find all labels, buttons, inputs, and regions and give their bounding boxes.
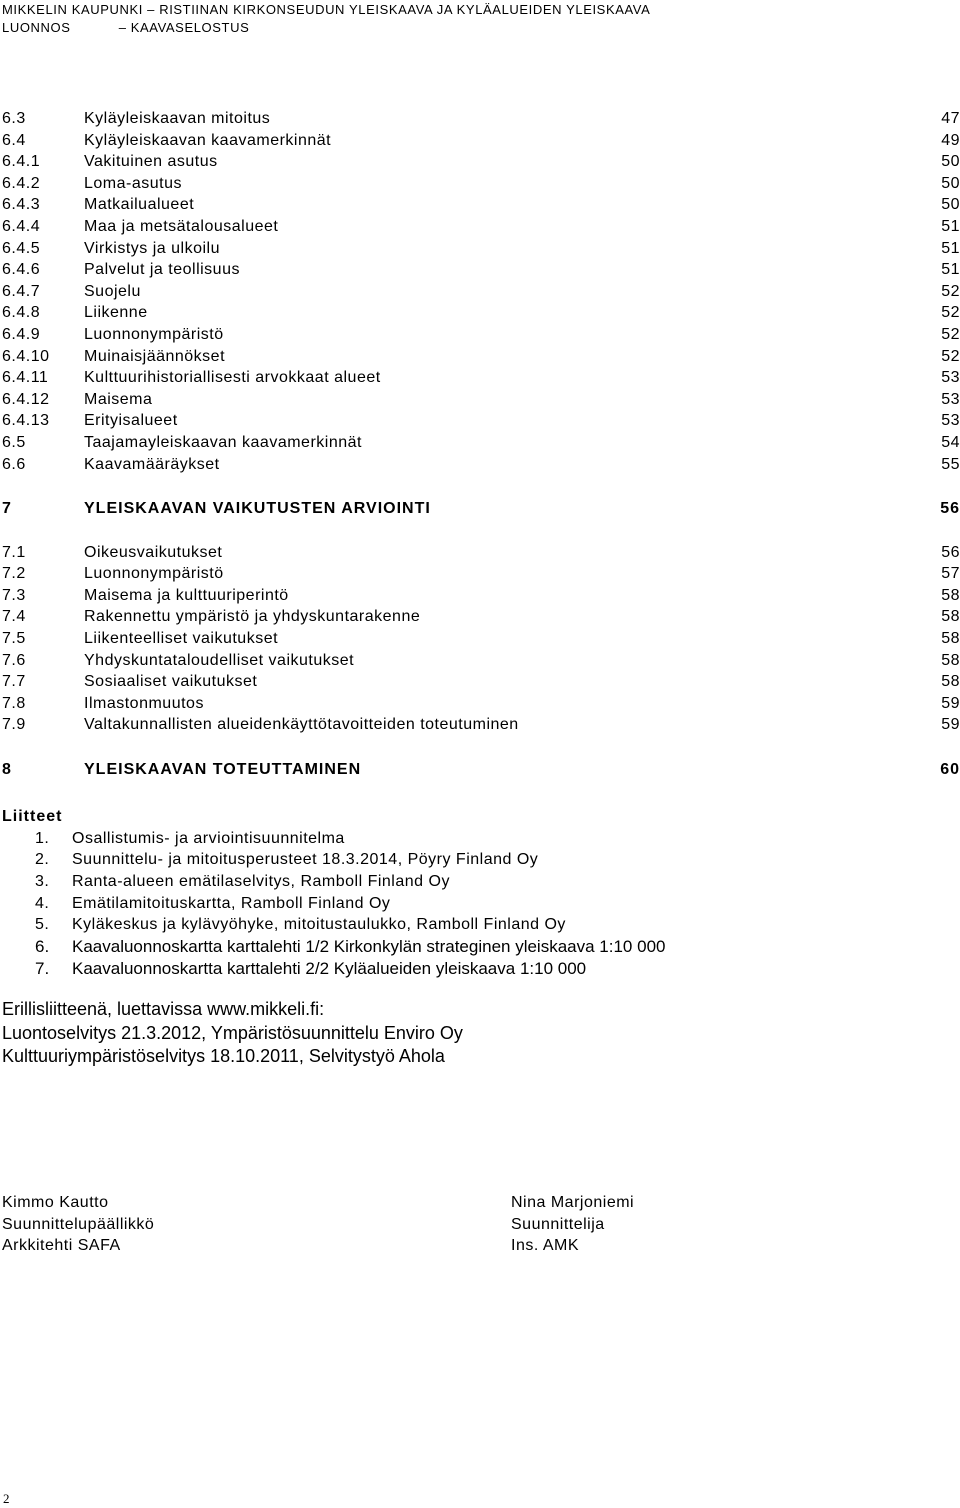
toc-entry-page: 58 (941, 608, 960, 626)
toc-entry-title: Maisema ja kulttuuriperintö (84, 586, 289, 604)
attachment-item (2, 936, 666, 958)
toc-entry-number: 6.4.3 (2, 196, 41, 214)
attachment-title: Kyläkeskus ja kylävyöhyke, mitoitustaulukko, Ramboll Finland Oy (72, 916, 566, 934)
toc-entry-number: 6.4.13 (2, 412, 50, 430)
toc-entry[interactable] (0, 173, 960, 195)
toc-entry[interactable] (0, 714, 960, 736)
toc-entry-number: 6.6 (2, 455, 26, 473)
toc-entry[interactable] (0, 585, 960, 607)
toc-entry-page: 57 (941, 565, 960, 583)
toc-chapter-7[interactable] (0, 498, 960, 520)
toc-entry[interactable] (0, 671, 960, 693)
toc-entry-page: 59 (941, 694, 960, 712)
signature-name: Nina Marjoniemi (511, 1194, 635, 1211)
separate-attachment-item: Luontoselvitys 21.3.2012, Ympäristösuunnittelu Enviro Oy (2, 1022, 463, 1043)
toc-entry-number: 6.4.10 (2, 347, 50, 365)
toc-entry-page: 52 (941, 325, 960, 343)
toc-entry-page: 51 (941, 239, 960, 257)
separate-attachment-item: Kulttuuriympäristöselvitys 18.10.2011, Selvitystyö Ahola (2, 1046, 445, 1066)
toc-entry-title: Yhdyskuntataloudelliset vaikutukset (84, 651, 355, 669)
toc-entry[interactable] (0, 563, 960, 585)
toc-entry-title: Taajamayleiskaavan kaavamerkinnät (84, 433, 362, 451)
toc-entry-number: 6.4.6 (2, 261, 41, 279)
toc-entry-title: Liikenne (84, 304, 148, 322)
toc-entry[interactable] (0, 606, 960, 628)
toc-chapter-title: YLEISKAAVAN VAIKUTUSTEN ARVIOINTI (84, 500, 431, 518)
toc-entry-number: 7.7 (2, 673, 26, 691)
toc-entry-page: 50 (941, 174, 960, 192)
attachment-item (2, 849, 539, 871)
toc-entry-title: Liikenteelliset vaikutukset (84, 630, 279, 648)
attachment-number: 7. (35, 959, 50, 979)
toc-entry[interactable] (0, 542, 960, 564)
toc-entry-number: 6.4 (2, 131, 26, 149)
header-status: LUONNOS (2, 20, 71, 35)
toc-entry-number: 6.4.1 (2, 153, 41, 171)
toc-chapter-number: 8 (2, 761, 12, 779)
toc-entry-page: 53 (941, 369, 960, 387)
toc-chapter-page: 60 (940, 761, 960, 779)
toc-entry[interactable] (0, 410, 960, 432)
toc-entry-title: Maa ja metsätalousalueet (84, 217, 279, 235)
toc-entry-page: 58 (941, 630, 960, 648)
toc-entry[interactable] (0, 367, 960, 389)
attachment-number: 2. (35, 851, 50, 869)
attachment-item (2, 871, 450, 893)
toc-entry-number: 6.5 (2, 433, 26, 451)
toc-entry-title: Luonnonympäristö (84, 565, 224, 583)
toc-entry-page: 53 (941, 390, 960, 408)
toc-entry-title: Sosiaaliset vaikutukset (84, 673, 258, 691)
separate-attachments-intro: Erillisliitteenä, luettavissa www.mikkeli.fi: (2, 999, 325, 1019)
signature-name: Kimmo Kautto (2, 1194, 109, 1211)
toc-entry-number: 7.9 (2, 716, 26, 734)
toc-entry-number: 6.4.4 (2, 217, 41, 235)
attachment-number: 1. (35, 829, 50, 847)
toc-entry[interactable] (0, 151, 960, 173)
toc-entry-title: Matkailualueet (84, 196, 195, 214)
toc-entry-title: Valtakunnallisten alueidenkäyttötavoitteiden toteutuminen (84, 716, 519, 734)
toc-entry-number: 7.2 (2, 565, 26, 583)
toc-entry[interactable] (0, 650, 960, 672)
toc-entry-page: 52 (941, 282, 960, 300)
toc-entry-number: 6.3 (2, 110, 26, 127)
toc-entry-title: Kyläyleiskaavan mitoitus (84, 110, 271, 127)
toc-chapter-page: 56 (940, 500, 960, 518)
toc-section-6 (0, 108, 960, 475)
toc-chapter-number: 7 (2, 500, 12, 518)
toc-entry-number: 6.4.8 (2, 304, 41, 322)
toc-entry-number: 7.8 (2, 694, 26, 712)
toc-entry-page: 52 (941, 347, 960, 365)
separate-attachments (2, 998, 463, 1069)
toc-entry[interactable] (0, 432, 960, 454)
toc-entry-number: 7.4 (2, 608, 26, 626)
toc-entry-page: 54 (941, 433, 960, 451)
header-doc-type: – KAAVASELOSTUS (118, 20, 250, 35)
toc-entry-page: 47 (941, 110, 960, 127)
toc-entry[interactable] (0, 130, 960, 152)
toc-entry[interactable] (0, 324, 960, 346)
signature-left (2, 1192, 154, 1257)
header-line-2 (2, 19, 650, 37)
toc-entry-title: Virkistys ja ulkoilu (84, 239, 220, 257)
toc-entry-number: 7.6 (2, 651, 26, 669)
toc-entry-title: Kaavamääräykset (84, 455, 220, 473)
toc-entry-page: 49 (941, 131, 960, 149)
signature-title: Arkkitehti SAFA (2, 1237, 121, 1254)
toc-entry-title: Suojelu (84, 282, 141, 300)
toc-entry-title: Oikeusvaikutukset (84, 543, 223, 561)
toc-entry-page: 51 (941, 217, 960, 235)
toc-entry-title: Kyläyleiskaavan kaavamerkinnät (84, 131, 332, 149)
toc-entry-number: 6.4.11 (2, 369, 49, 387)
toc-entry[interactable] (0, 389, 960, 411)
toc-entry-number: 7.3 (2, 586, 26, 604)
toc-entry-title: Erityisalueet (84, 412, 178, 430)
signature-role: Suunnittelija (511, 1215, 605, 1233)
document-header (2, 1, 650, 37)
attachment-item (2, 828, 345, 850)
toc-entry-number: 6.4.7 (2, 282, 41, 300)
toc-entry-page: 50 (941, 153, 960, 171)
signature-right (511, 1192, 634, 1257)
signature-title: Ins. AMK (511, 1237, 580, 1254)
attachment-number: 4. (35, 894, 50, 912)
attachment-title: Kaavaluonnoskartta karttalehti 2/2 Kyläalueiden yleiskaava 1:10 000 (72, 959, 587, 979)
toc-entry-title: Rakennettu ympäristö ja yhdyskuntarakenne (84, 608, 421, 626)
attachment-number: 6. (35, 937, 50, 957)
toc-entry[interactable] (0, 346, 960, 368)
toc-entry[interactable] (0, 259, 960, 281)
toc-entry-number: 6.4.5 (2, 239, 41, 257)
toc-entry-page: 51 (941, 261, 960, 279)
attachments-title: Liitteet (2, 808, 63, 825)
toc-entry[interactable] (0, 628, 960, 650)
toc-entry[interactable] (0, 454, 960, 476)
toc-entry[interactable] (0, 281, 960, 303)
toc-entry-number: 7.5 (2, 630, 26, 648)
toc-entry-title: Ilmastonmuutos (84, 694, 204, 712)
signature-role: Suunnittelupäällikkö (2, 1215, 155, 1233)
toc-entry-number: 6.4.12 (2, 390, 50, 408)
page-number: 2 (3, 1491, 10, 1506)
toc-entry-page: 55 (941, 455, 960, 473)
table-of-contents (0, 108, 960, 803)
toc-chapter-8[interactable] (0, 759, 960, 781)
toc-entry-number: 6.4.2 (2, 174, 41, 192)
attachment-title: Osallistumis- ja arviointisuunnitelma (72, 829, 345, 847)
header-line-1: MIKKELIN KAUPUNKI – RISTIINAN KIRKONSEUDUN YLEISKAAVA JA KYLÄALUEIDEN YLEISKAAVA (2, 2, 651, 17)
toc-entry-title: Loma-asutus (84, 174, 182, 192)
toc-entry-title: Palvelut ja teollisuus (84, 261, 240, 279)
toc-entry-title: Luonnonympäristö (84, 325, 224, 343)
attachment-title: Kaavaluonnoskartta karttalehti 1/2 Kirkonkylän strateginen yleiskaava 1:10 000 (72, 937, 666, 957)
toc-entry[interactable] (0, 238, 960, 260)
toc-entry-title: Maisema (84, 390, 153, 408)
attachments-list (2, 828, 666, 980)
toc-entry[interactable] (0, 216, 960, 238)
toc-entry-page: 56 (941, 543, 960, 561)
toc-entry-page: 50 (941, 196, 960, 214)
toc-section-7 (0, 542, 960, 736)
attachment-item (2, 893, 391, 915)
toc-entry-page: 52 (941, 304, 960, 322)
toc-entry-page: 59 (941, 716, 960, 734)
toc-entry-title: Vakituinen asutus (84, 153, 218, 171)
toc-entry-number: 6.4.9 (2, 325, 41, 343)
attachments-section (2, 806, 666, 980)
attachment-item (2, 958, 587, 980)
toc-entry-title: Kulttuurihistoriallisesti arvokkaat alueet (84, 369, 381, 387)
attachment-title: Emätilamitoituskartta, Ramboll Finland Oy (72, 894, 391, 912)
toc-entry-number: 7.1 (2, 543, 26, 561)
toc-entry-page: 58 (941, 651, 960, 669)
attachment-title: Suunnittelu- ja mitoitusperusteet 18.3.2014, Pöyry Finland Oy (72, 851, 539, 869)
toc-entry[interactable] (0, 194, 960, 216)
attachment-item (2, 914, 566, 936)
attachment-number: 5. (35, 916, 50, 934)
attachment-title: Ranta-alueen emätilaselvitys, Ramboll Finland Oy (72, 872, 450, 890)
attachment-number: 3. (35, 872, 50, 890)
toc-entry-page: 58 (941, 586, 960, 604)
toc-entry[interactable] (0, 302, 960, 324)
toc-entry-page: 53 (941, 412, 960, 430)
toc-entry[interactable] (0, 108, 960, 130)
toc-entry-page: 58 (941, 673, 960, 691)
toc-chapter-title: YLEISKAAVAN TOTEUTTAMINEN (84, 761, 362, 779)
toc-entry[interactable] (0, 693, 960, 715)
toc-entry-title: Muinaisjäännökset (84, 347, 226, 365)
